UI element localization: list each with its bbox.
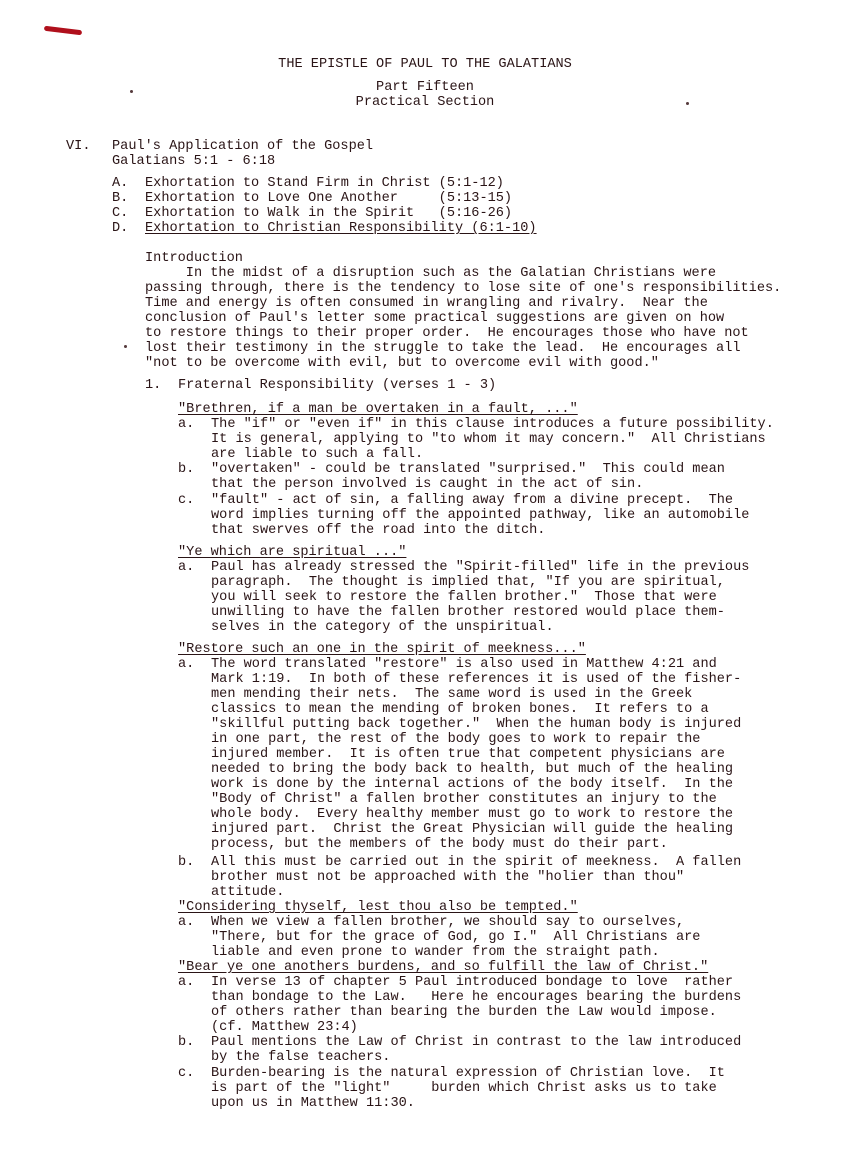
section-label: Practical Section — [355, 95, 495, 110]
item-line: are liable to such a fall. — [211, 447, 424, 462]
item-line: (cf. Matthew 23:4) — [211, 1020, 358, 1035]
item-line: injured part. Christ the Great Physician will guide the healing — [211, 822, 734, 837]
item-line: The "if" or "even if" in this clause introduces a future possibility. — [211, 417, 774, 432]
item-line: men mending their nets. The same word is used in the Greek — [211, 687, 693, 702]
item-line: In verse 13 of chapter 5 Paul introduced bondage to love rather — [211, 975, 734, 990]
item-line: whole body. Every healthy member must go to work to restore the — [211, 807, 734, 822]
quote-heading: "Considering thyself, lest thou also be tempted." — [178, 900, 578, 915]
intro-line: to restore things to their proper order. He encourages those who have not — [145, 326, 749, 341]
item-letter: a. — [178, 915, 195, 930]
item-line: classics to mean the mending of broken bones. It refers to a — [211, 702, 709, 717]
quote-heading: "Restore such an one in the spirit of meekness..." — [178, 642, 586, 657]
item-line: When we view a fallen brother, we should say to ourselves, — [211, 915, 685, 930]
section-numeral: VI. — [66, 139, 91, 154]
item-line: The word translated "restore" is also used in Matthew 4:21 and — [211, 657, 717, 672]
item-line: of others rather than bearing the burden the Law would impose. — [211, 1005, 717, 1020]
item-letter: a. — [178, 417, 195, 432]
item-line: word implies turning off the appointed pathway, like an automobile — [211, 508, 750, 523]
item-line: Paul has already stressed the "Spirit-filled" life in the previous — [211, 560, 750, 575]
item-line: selves in the category of the unspiritual. — [211, 620, 554, 635]
outline-item-current: Exhortation to Christian Responsibility (6:1-10) — [145, 221, 537, 236]
quote-heading: "Ye which are spiritual ..." — [178, 545, 407, 560]
item-line: in one part, the rest of the body goes to work to repair the — [211, 732, 701, 747]
introduction-heading: Introduction — [145, 251, 243, 266]
item-line: that swerves off the road into the ditch. — [211, 523, 546, 538]
item-letter: b. — [178, 1035, 195, 1050]
item-letter: a. — [178, 657, 195, 672]
point-number: 1. — [145, 378, 162, 393]
item-line: you will seek to restore the fallen brother." Those that were — [211, 590, 717, 605]
item-line: Mark 1:19. In both of these references it is used of the fisher- — [211, 672, 742, 687]
item-line: attitude. — [211, 885, 285, 900]
intro-line: passing through, there is the tendency to lose site of one's responsibilities. — [145, 281, 782, 296]
item-line: "There, but for the grace of God, go I." All Christians are — [211, 930, 701, 945]
item-line: liable and even prone to wander from the straight path. — [211, 945, 660, 960]
document-title: THE EPISTLE OF PAUL TO THE GALATIANS — [278, 57, 572, 72]
quote-heading: "Brethren, if a man be overtaken in a fault, ..." — [178, 402, 578, 417]
item-line: that the person involved is caught in the act of sin. — [211, 477, 644, 492]
item-line: process, but the members of the body must do their part. — [211, 837, 668, 852]
item-line: "skillful putting back together." When the human body is injured — [211, 717, 742, 732]
item-line: All this must be carried out in the spirit of meekness. A fallen — [211, 855, 742, 870]
item-line: paragraph. The thought is implied that, "If you are spiritual, — [211, 575, 725, 590]
part-number: Part Fifteen — [376, 80, 474, 95]
intro-line: In the midst of a disruption such as the Galatian Christians were — [145, 266, 717, 281]
section-title: Paul's Application of the Gospel — [112, 139, 374, 154]
outline-letter: B. — [112, 191, 129, 206]
item-letter: a. — [178, 975, 195, 990]
outline-item: Exhortation to Stand Firm in Christ (5:1-12) — [145, 176, 504, 191]
outline-letter: A. — [112, 176, 129, 191]
item-line: "overtaken" - could be translated "surprised." This could mean — [211, 462, 725, 477]
intro-line: Time and energy is often consumed in wrangling and rivalry. Near the — [145, 296, 708, 311]
intro-line: lost their testimony in the struggle to take the lead. He encourages all — [145, 341, 741, 356]
quote-heading: "Bear ye one anothers burdens, and so fulfill the law of Christ." — [178, 960, 709, 975]
intro-line: conclusion of Paul's letter some practical suggestions are given on how — [145, 311, 725, 326]
item-line: work is done by the internal actions of the body itself. In the — [211, 777, 734, 792]
section-reference: Galatians 5:1 - 6:18 — [112, 154, 276, 169]
item-letter: b. — [178, 462, 195, 477]
item-letter: c. — [178, 1066, 195, 1081]
paper-speck — [124, 345, 127, 348]
item-line: "fault" - act of sin, a falling away from a divine precept. The — [211, 493, 734, 508]
item-letter: c. — [178, 493, 195, 508]
red-pen-mark — [44, 26, 82, 36]
outline-item: Exhortation to Walk in the Spirit (5:16-26) — [145, 206, 513, 221]
item-letter: a. — [178, 560, 195, 575]
item-line: is part of the "light" burden which Christ asks us to take — [211, 1081, 717, 1096]
item-line: than bondage to the Law. Here he encourages bearing the burdens — [211, 990, 742, 1005]
intro-line: "not to be overcome with evil, but to overcome evil with good." — [145, 356, 659, 371]
item-line: injured member. It is often true that competent physicians are — [211, 747, 725, 762]
item-line: by the false teachers. — [211, 1050, 391, 1065]
item-line: brother must not be approached with the "holier than thou" — [211, 870, 685, 885]
outline-letter: C. — [112, 206, 129, 221]
item-letter: b. — [178, 855, 195, 870]
item-line: needed to bring the body back to health, but much of the healing — [211, 762, 734, 777]
item-line: "Body of Christ" a fallen brother constitutes an injury to the — [211, 792, 717, 807]
outline-item: Exhortation to Love One Another (5:13-15) — [145, 191, 513, 206]
outline-letter: D. — [112, 221, 129, 236]
item-line: Paul mentions the Law of Christ in contrast to the law introduced — [211, 1035, 742, 1050]
item-line: unwilling to have the fallen brother restored would place them- — [211, 605, 725, 620]
item-line: Burden-bearing is the natural expression of Christian love. It — [211, 1066, 725, 1081]
item-line: It is general, applying to "to whom it may concern." All Christians — [211, 432, 766, 447]
item-line: upon us in Matthew 11:30. — [211, 1096, 415, 1111]
point-title: Fraternal Responsibility (verses 1 - 3) — [178, 378, 497, 393]
